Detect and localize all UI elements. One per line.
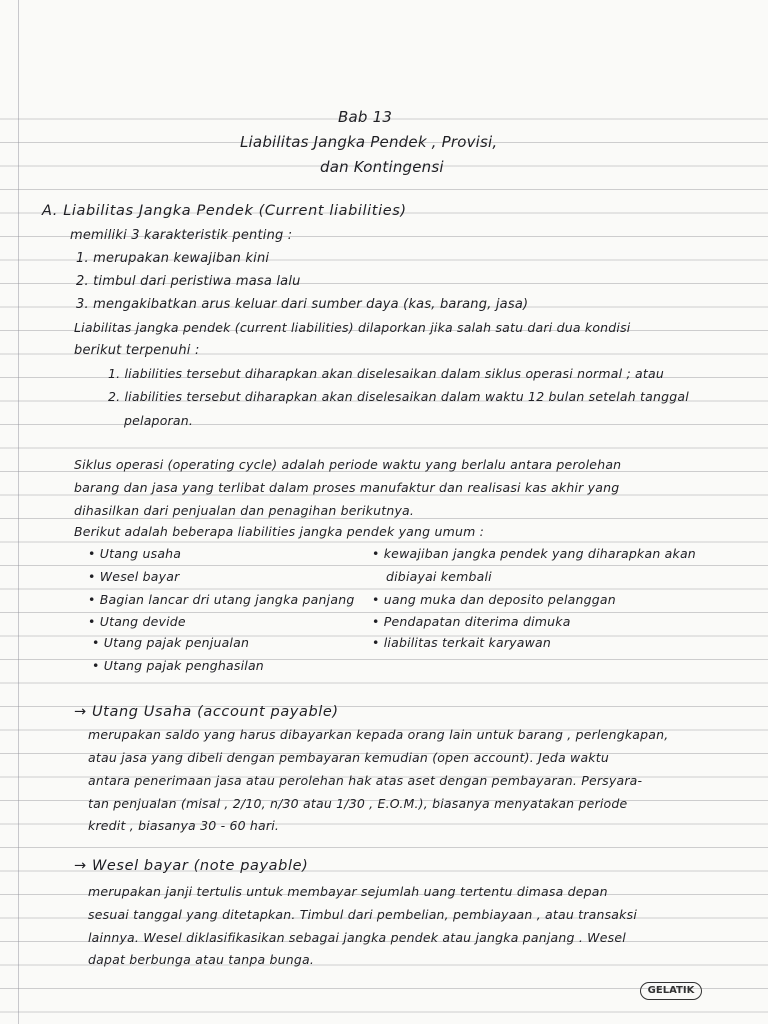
section-a-intro: memiliki 3 karakteristik penting :: [70, 228, 293, 243]
utang-usaha-line: merupakan saldo yang harus dibayarkan kepada orang lain untuk barang , perlengkapan,: [88, 727, 669, 742]
margin-line: [18, 0, 19, 1024]
right-list-item: • uang muka dan deposito pelanggan: [372, 592, 616, 607]
wesel-bayar-line: sesuai tanggal yang ditetapkan. Timbul dari pembelian, pembiayaan , atau transaksi: [88, 907, 637, 922]
report-line-1: Liabilitas jangka pendek (current liabilities) dilaporkan jika salah satu dari dua kondisi: [74, 320, 631, 335]
common-intro: Berikut adalah beberapa liabilities jangka pendek yang umum :: [74, 524, 485, 539]
trait-2: 2. timbul dari peristiwa masa lalu: [76, 274, 301, 289]
wesel-bayar-heading: → Wesel bayar (note payable): [74, 858, 309, 874]
right-list-item-cont: dibiayai kembali: [386, 569, 492, 584]
left-list-item: • Utang usaha: [88, 546, 182, 561]
left-list-item: • Utang devide: [88, 614, 186, 629]
condition-1: 1. liabilities tersebut diharapkan akan diselesaikan dalam siklus operasi normal ; atau: [108, 366, 664, 381]
notebook-brand-logo: GELATIK: [640, 982, 702, 1000]
cycle-line-3: dihasilkan dari penjualan dan penagihan berikutnya.: [74, 503, 415, 518]
wesel-bayar-line: lainnya. Wesel diklasifikasikan sebagai jangka pendek atau jangka panjang . Wesel: [88, 930, 626, 945]
right-list-item: • kewajiban jangka pendek yang diharapkan akan: [372, 546, 696, 561]
right-list-item: • Pendapatan diterima dimuka: [372, 614, 571, 629]
chapter-title-line2: dan Kontingensi: [320, 158, 444, 176]
utang-usaha-heading: → Utang Usaha (account payable): [74, 704, 339, 720]
chapter-title-line1: Liabilitas Jangka Pendek , Provisi,: [240, 133, 498, 151]
page-top-margin: [0, 0, 768, 96]
left-list-item: • Utang pajak penghasilan: [92, 658, 264, 673]
cycle-line-1: Siklus operasi (operating cycle) adalah periode waktu yang berlalu antara perolehan: [74, 457, 622, 472]
condition-2: 2. liabilities tersebut diharapkan akan diselesaikan dalam waktu 12 bulan setelah tanggal: [108, 389, 689, 404]
utang-usaha-line: antara penerimaan jasa atau perolehan hak atas aset dengan pembayaran. Persyara-: [88, 773, 643, 788]
wesel-bayar-line: dapat berbunga atau tanpa bunga.: [88, 952, 315, 967]
chapter-number: Bab 13: [338, 108, 393, 126]
utang-usaha-line: kredit , biasanya 30 - 60 hari.: [88, 818, 280, 833]
trait-1: 1. merupakan kewajiban kini: [76, 251, 270, 266]
cycle-line-2: barang dan jasa yang terlibat dalam proses manufaktur dan realisasi kas akhir yang: [74, 480, 620, 495]
left-list-item: • Utang pajak penjualan: [92, 635, 250, 650]
utang-usaha-line: tan penjualan (misal , 2/10, n/30 atau 1/30 , E.O.M.), biasanya menyatakan periode: [88, 796, 628, 811]
utang-usaha-line: atau jasa yang dibeli dengan pembayaran kemudian (open account). Jeda waktu: [88, 750, 609, 765]
right-list-item: • liabilitas terkait karyawan: [372, 635, 552, 650]
section-a-heading: A. Liabilitas Jangka Pendek (Current liabilities): [42, 203, 407, 219]
left-list-item: • Wesel bayar: [88, 569, 180, 584]
wesel-bayar-line: merupakan janji tertulis untuk membayar sejumlah uang tertentu dimasa depan: [88, 884, 608, 899]
condition-2-cont: pelaporan.: [124, 413, 194, 428]
left-list-item: • Bagian lancar dri utang jangka panjang: [88, 592, 355, 607]
trait-3: 3. mengakibatkan arus keluar dari sumber daya (kas, barang, jasa): [76, 297, 529, 312]
report-line-2: berikut terpenuhi :: [74, 343, 200, 358]
